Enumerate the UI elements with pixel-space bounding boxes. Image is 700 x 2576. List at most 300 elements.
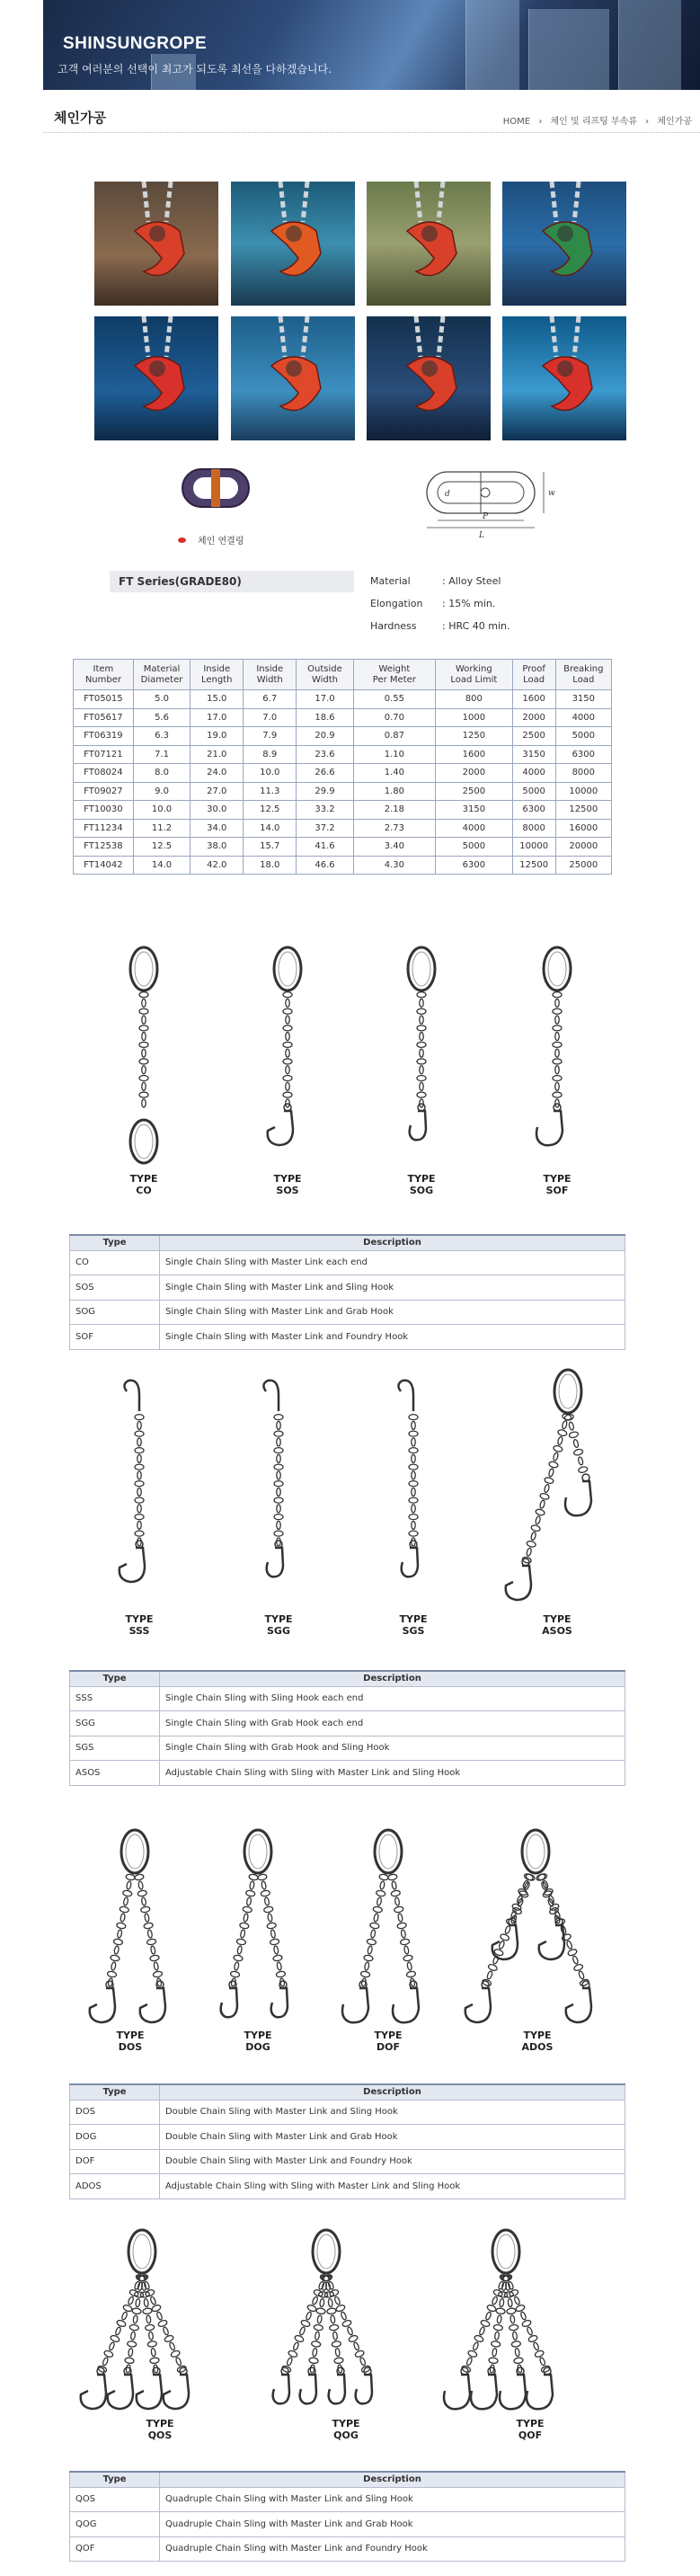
sling-hook: [90, 1981, 115, 2022]
breadcrumb-separator-icon: ›: [538, 117, 543, 127]
chain-link: [133, 2315, 138, 2324]
table-cell: 1600: [512, 690, 555, 709]
table-row: [70, 1686, 625, 1711]
table-cell: 38.0: [191, 838, 244, 857]
chain-link: [137, 1438, 141, 1446]
column-header-line: Length: [201, 674, 233, 685]
column-header-line: Working: [455, 663, 492, 674]
chain-link: [142, 1066, 146, 1074]
chain-link: [267, 1923, 277, 1930]
chain-link: [116, 1923, 126, 1930]
chain-link: [360, 1971, 370, 1978]
chain-link: [135, 1431, 144, 1436]
chain-link: [240, 1930, 245, 1939]
chain-link: [555, 1033, 559, 1041]
chain-link: [409, 1481, 418, 1487]
chain-link: [364, 1955, 374, 1962]
chain-link: [412, 1438, 415, 1446]
sling-hook: [465, 1981, 491, 2022]
chain-link: [120, 1906, 129, 1914]
chain-link: [274, 1464, 283, 1470]
table-cell: 10.0: [133, 801, 190, 820]
table-cell: 16000: [555, 819, 611, 838]
chain-link: [569, 1422, 575, 1431]
chain-link: [533, 2341, 540, 2350]
type-cell: SGG: [70, 1711, 160, 1737]
table-cell: 2000: [436, 764, 513, 783]
sling-type-table: [69, 1234, 625, 1350]
chain-link: [553, 1076, 562, 1081]
type-code: DOG: [245, 2041, 270, 2053]
table-cell: 10000: [512, 838, 555, 857]
chain-link: [417, 1042, 426, 1047]
chain-link: [403, 1946, 409, 1955]
chain-link: [341, 2312, 348, 2321]
chain-link: [420, 1033, 423, 1041]
table-row: [70, 1711, 625, 1737]
chain-link: [277, 1505, 280, 1513]
chain-link: [514, 2296, 521, 2305]
slogan: 고객 여러분의 선택이 최고가 되도록 최선을 다하겠습니다.: [58, 63, 332, 76]
table-cell: 15.7: [244, 838, 297, 857]
chain-link: [394, 1897, 400, 1906]
chain-link: [277, 1538, 280, 1546]
table-cell: FT06319: [74, 727, 134, 746]
table-row: [70, 1250, 625, 1275]
chain-link: [512, 2332, 518, 2341]
chain-link: [544, 1484, 550, 1493]
table-cell: 5000: [436, 838, 513, 857]
chain-link: [335, 2348, 341, 2357]
chain-link: [276, 1971, 286, 1978]
description-cell: Single Chain Sling with Master Link and Foundry Hook: [160, 1325, 625, 1350]
description-cell: Quadruple Chain Sling with Master Link and Sling Hook: [160, 2487, 625, 2512]
column-header-line: Width: [311, 674, 338, 685]
table-cell: 1.80: [353, 782, 435, 801]
type-cell: DOF: [70, 2149, 160, 2174]
chain-link: [479, 2326, 486, 2335]
chain-link: [127, 2341, 137, 2347]
column-header-line: Breaking: [563, 663, 604, 674]
chain-link: [139, 1042, 148, 1047]
table-cell: 12.5: [133, 838, 190, 857]
chain-link: [288, 2349, 298, 2358]
table-cell: 37.2: [297, 819, 353, 838]
chain-link: [509, 2288, 519, 2296]
foundry-hook: [500, 2367, 526, 2409]
chain-link: [128, 2348, 134, 2357]
sling-type-table: [69, 2083, 625, 2199]
chain-link: [553, 1092, 562, 1097]
description-column-header: Description: [160, 1671, 625, 1686]
chain-link: [145, 2288, 155, 2296]
chain-link: [510, 2315, 516, 2324]
sling-hook: [164, 2367, 189, 2409]
chain-link: [409, 1531, 418, 1536]
type-cell: ADOS: [70, 2174, 160, 2199]
type-code: SOF: [545, 1185, 569, 1196]
chain-link: [376, 1890, 385, 1897]
chain-link: [154, 1962, 159, 1971]
chain-link: [497, 2315, 502, 2324]
chain-link: [137, 1521, 141, 1529]
chain-link: [341, 2319, 352, 2327]
chain-link: [332, 2332, 338, 2341]
sling-hook: [124, 1381, 139, 1411]
table-cell: 20000: [555, 838, 611, 857]
dimension-label: w: [548, 489, 555, 498]
table-cell: 6.3: [133, 727, 190, 746]
chain-link: [135, 1464, 144, 1470]
table-cell: 8.9: [244, 745, 297, 764]
type-word: TYPE: [332, 2418, 360, 2429]
chain-link: [163, 2326, 170, 2335]
type-cell: SOF: [70, 1325, 160, 1350]
chain-link: [520, 2312, 527, 2321]
chain-link: [334, 2358, 344, 2364]
table-cell: 2500: [436, 782, 513, 801]
type-word: TYPE: [146, 2418, 174, 2429]
chain-link: [493, 2324, 503, 2331]
table-cell: FT09027: [74, 782, 134, 801]
chain-link: [126, 1874, 136, 1881]
chain-link: [137, 1488, 141, 1496]
chain-link: [273, 1955, 283, 1962]
chain-link: [327, 2308, 337, 2314]
chain-link: [97, 2365, 108, 2373]
chain-link: [244, 1914, 249, 1923]
table-row: [70, 1325, 625, 1350]
chain-link: [534, 2349, 545, 2358]
type-code: SGG: [267, 1625, 290, 1637]
table-cell: 1250: [436, 727, 513, 746]
sling-hook: [492, 1918, 518, 1959]
chain-link: [403, 1955, 413, 1962]
table-row: [70, 2512, 625, 2537]
chain-link: [412, 1471, 415, 1479]
chain-link: [412, 1488, 415, 1496]
chain-link: [527, 1541, 536, 1548]
description-cell: Single Chain Sling with Master Link and Sling Hook: [160, 1275, 625, 1301]
chain-link: [374, 1914, 379, 1923]
chain-link: [151, 2304, 162, 2312]
chain-link: [417, 1008, 426, 1014]
type-code: SOG: [409, 1185, 434, 1196]
chain-link: [135, 1497, 144, 1503]
sling-hook: [140, 1981, 165, 2022]
chain-link: [176, 2365, 187, 2373]
chain-link: [417, 1076, 426, 1081]
chain-link: [494, 2332, 500, 2341]
sling-type-label: [530, 1173, 584, 1196]
table-cell: 3150: [436, 801, 513, 820]
type-cell: SSS: [70, 1686, 160, 1711]
breadcrumb-home[interactable]: HOME: [502, 117, 531, 127]
chain-link: [515, 2348, 520, 2357]
table-cell: 5.0: [133, 690, 190, 709]
type-code: SOS: [276, 1185, 299, 1196]
breadcrumb-category[interactable]: 체인 및 리프팅 부속류: [550, 117, 637, 127]
description-cell: Double Chain Sling with Master Link and Sling Hook: [160, 2100, 625, 2125]
chain-link: [312, 2296, 319, 2305]
type-word: TYPE: [399, 1613, 428, 1625]
description-cell: Single Chain Sling with Master Link and Grab Hook: [160, 1300, 625, 1325]
table-cell: 9.0: [133, 782, 190, 801]
series-title: FT Series(GRADE80): [110, 571, 354, 592]
chain-link: [467, 2349, 478, 2358]
sling-hook: [137, 2367, 162, 2409]
table-cell: 8000: [555, 764, 611, 783]
chain-link: [249, 1874, 259, 1881]
chain-link: [417, 1092, 426, 1097]
chain-link: [274, 1515, 283, 1520]
chain-link: [370, 1930, 376, 1939]
chain-link: [270, 1939, 279, 1946]
chain-link: [283, 1092, 292, 1097]
chain-link: [566, 1941, 572, 1950]
chain-link: [509, 2324, 518, 2331]
chain-link: [277, 1421, 280, 1429]
chain-link: [412, 1421, 415, 1429]
chain-link: [530, 1532, 536, 1541]
chain-link: [283, 1076, 292, 1081]
chain-link: [263, 1906, 273, 1914]
chain-link: [348, 2334, 359, 2342]
chain-link: [150, 1955, 160, 1962]
table-row: [70, 1736, 625, 1761]
chain-link: [401, 1930, 406, 1939]
chain-link: [281, 2365, 292, 2373]
chain-link: [141, 1897, 146, 1906]
chain-link: [544, 1477, 554, 1484]
table-cell: FT05015: [74, 690, 134, 709]
chain-link: [175, 2357, 182, 2366]
chain-link: [334, 2296, 341, 2305]
chain-link: [135, 1415, 144, 1420]
sling-type-label: [112, 1613, 166, 1637]
table-cell: 6300: [512, 801, 555, 820]
chain-link: [394, 1906, 403, 1914]
chain-link: [492, 2348, 498, 2357]
foundry-hook: [536, 1104, 563, 1145]
chain-link: [151, 2348, 156, 2357]
table-cell: 7.1: [133, 745, 190, 764]
chain-link: [277, 1471, 280, 1479]
foundry-hook: [393, 1981, 419, 2022]
chain-link: [125, 2358, 135, 2364]
grab-hook: [221, 1981, 237, 2017]
table-row: [70, 2487, 625, 2512]
sling-type-label: [252, 1613, 306, 1637]
chain-link: [392, 1881, 397, 1890]
chain-link: [535, 1508, 545, 1515]
chain-link: [117, 1930, 122, 1939]
chain-link: [368, 1946, 373, 1955]
table-row: [70, 2174, 625, 2199]
chain-link: [409, 1464, 418, 1470]
table-cell: 18.0: [244, 856, 297, 875]
table-cell: FT14042: [74, 856, 134, 875]
table-cell: 8.0: [133, 764, 190, 783]
grab-hook: [402, 1541, 418, 1577]
type-word: TYPE: [273, 1173, 302, 1185]
chain-link: [406, 1971, 416, 1978]
type-cell: QOS: [70, 2487, 160, 2512]
chain-link: [234, 1962, 239, 1971]
table-cell: 2500: [512, 727, 555, 746]
chain-link: [286, 1049, 289, 1057]
chain-link: [142, 1016, 146, 1024]
chain-link: [115, 2326, 122, 2335]
table-row: [70, 2100, 625, 2125]
table-cell: 12500: [512, 856, 555, 875]
chain-link: [286, 1016, 289, 1024]
table-cell: 10.0: [244, 764, 297, 783]
description-cell: Adjustable Chain Sling with Sling with Master Link and Sling Hook: [160, 1761, 625, 1786]
foundry-hook: [342, 1981, 368, 2022]
page-title: 체인가공: [54, 110, 106, 126]
sling-type-label: [117, 1173, 171, 1196]
table-cell: 34.0: [191, 819, 244, 838]
chain-link: [170, 2349, 181, 2358]
table-cell: 33.2: [297, 801, 353, 820]
table-row: [70, 2125, 625, 2150]
sling-type-table: [69, 2471, 625, 2562]
chain-link: [508, 2298, 513, 2307]
chain-link: [122, 1890, 132, 1897]
table-cell: 2.73: [353, 819, 435, 838]
table-cell: 14.0: [244, 819, 297, 838]
sling-type-label: [261, 1173, 315, 1196]
chain-link: [142, 1033, 146, 1041]
column-header-line: Number: [84, 674, 121, 685]
chain-link: [397, 1914, 403, 1923]
description-cell: Single Chain Sling with Sling Hook each end: [160, 1686, 625, 1711]
property-value: : HRC 40 min.: [442, 620, 510, 632]
chain-link: [274, 1415, 283, 1420]
chain-link: [164, 2334, 174, 2342]
chain-link: [409, 1497, 418, 1503]
chain-link: [274, 1531, 283, 1536]
type-word: TYPE: [125, 1613, 154, 1625]
chain-link: [409, 1448, 418, 1453]
chain-link: [120, 1914, 126, 1923]
chain-link: [535, 1515, 541, 1524]
dimension-label: L: [479, 531, 484, 540]
chain-link: [257, 1874, 267, 1881]
description-cell: Single Chain Sling with Master Link each end: [160, 1250, 625, 1275]
foundry-hook: [565, 1474, 591, 1515]
chain-link: [294, 2334, 305, 2342]
sling-type-label: [133, 2418, 187, 2441]
chain-link: [527, 2334, 538, 2342]
chain-link: [474, 2334, 484, 2342]
sling-type-label: [361, 2030, 415, 2053]
chain-link: [246, 1897, 252, 1906]
type-code: SSS: [128, 1625, 150, 1637]
chain-link: [135, 1531, 144, 1536]
chain-link: [169, 2341, 176, 2350]
description-cell: Single Chain Sling with Grab Hook and Sling Hook: [160, 1736, 625, 1761]
type-column-header: Type: [70, 2084, 160, 2100]
chain-link: [274, 1431, 283, 1436]
chain-link: [313, 2288, 323, 2296]
chain-link: [527, 2326, 534, 2335]
chain-link: [121, 2312, 128, 2321]
type-word: TYPE: [116, 2030, 145, 2041]
column-header-line: Load: [523, 674, 545, 685]
chain-link: [148, 2332, 154, 2341]
chain-link: [156, 2312, 164, 2321]
chain-link: [482, 1978, 492, 1986]
chain-link: [111, 1962, 116, 1971]
sling-type-label: [231, 2030, 285, 2053]
chain-link: [367, 1939, 377, 1946]
description-cell: Adjustable Chain Sling with Sling with Master Link and Sling Hook: [160, 2174, 625, 2199]
chain-link: [553, 1042, 562, 1047]
chain-link: [139, 1008, 148, 1014]
sling-type-label: [510, 2030, 564, 2053]
chain-link: [329, 2288, 340, 2296]
table-cell: 26.6: [297, 764, 353, 783]
chain-link: [548, 1461, 558, 1468]
table-cell: 29.9: [297, 782, 353, 801]
chain-link: [142, 1099, 146, 1107]
chain-link: [521, 2319, 532, 2327]
chain-link: [539, 1493, 549, 1500]
chain-link: [412, 1521, 415, 1529]
type-column-header: Type: [70, 2472, 160, 2487]
chain-link: [128, 2296, 135, 2305]
chain-link: [142, 1082, 146, 1090]
chain-link: [144, 2281, 151, 2290]
table-cell: 4000: [555, 708, 611, 727]
chain-link: [562, 1420, 568, 1429]
table-row: [70, 2536, 625, 2562]
type-code: SGS: [402, 1625, 425, 1637]
table-row: [70, 1761, 625, 1786]
chain-link: [347, 2326, 354, 2335]
chain-link: [557, 1429, 567, 1436]
sling-hook: [539, 1918, 564, 1959]
chain-link: [139, 1092, 148, 1097]
chain-link: [135, 1481, 144, 1487]
chain-link: [107, 1971, 117, 1978]
type-column-header: Type: [70, 1235, 160, 1250]
type-cell: QOG: [70, 2512, 160, 2537]
chain-link: [277, 1438, 280, 1446]
chain-link: [500, 1933, 510, 1941]
sling-hook: [120, 1541, 145, 1582]
table-cell: 3150: [555, 690, 611, 709]
chain-link: [569, 1431, 579, 1438]
chain-link: [553, 1445, 563, 1452]
type-code: QOG: [333, 2429, 359, 2441]
chain-link: [420, 1082, 423, 1090]
chain-link: [146, 2315, 152, 2324]
table-cell: 4.30: [353, 856, 435, 875]
chain-link: [354, 2349, 365, 2358]
brand-logo[interactable]: SHINSUNGROPE: [63, 34, 208, 53]
chain-link: [500, 2298, 505, 2307]
table-row: [70, 2149, 625, 2174]
chain-link: [573, 1449, 583, 1456]
chain-link: [409, 1515, 418, 1520]
chain-link: [420, 1066, 423, 1074]
type-code: ASOS: [542, 1625, 572, 1637]
table-cell: 2000: [512, 708, 555, 727]
chain-link: [243, 1906, 253, 1914]
